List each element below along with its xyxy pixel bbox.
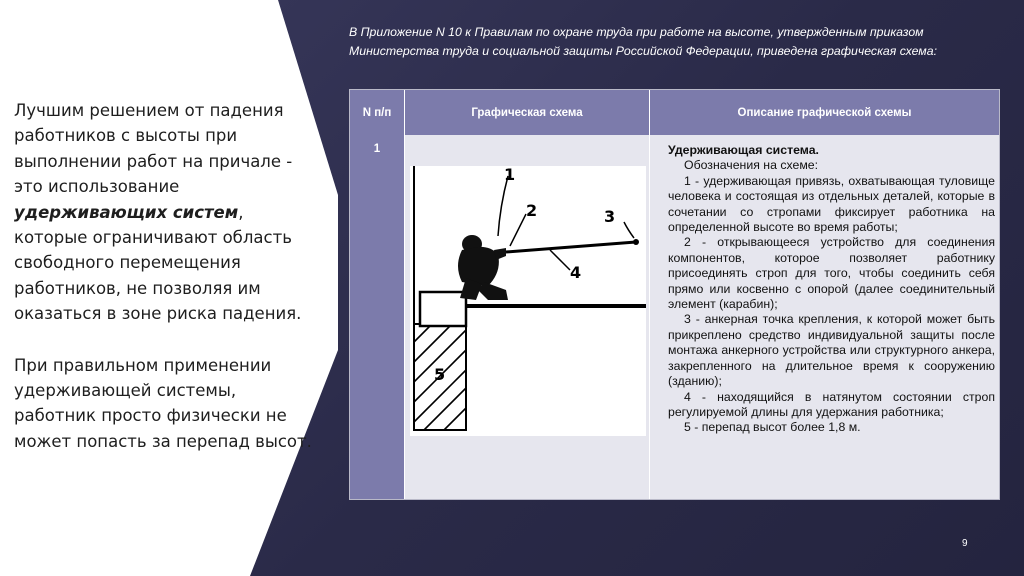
label-4: 4 — [570, 263, 582, 282]
fall-restraint-diagram — [410, 166, 646, 436]
label-2: 2 — [526, 201, 538, 220]
label-3: 3 — [604, 207, 616, 226]
description-line: Обозначения на схеме: — [684, 158, 819, 173]
description-line: 4 - находящийся в натянутом состоянии строп регулируемой длины для удержания работника; — [668, 389, 995, 419]
edge-block — [420, 292, 466, 326]
anchor-point — [633, 239, 639, 245]
page-number: 9 — [962, 538, 968, 549]
description-line: 5 - перепад высот более 1,8 м. — [684, 420, 861, 435]
description-cell — [650, 135, 999, 499]
left-paragraph-1: Лучшим решением от падения работников с высоты при выполнении работ на причале - это использование удерживающих систем, которые ограничивают область свободного перемещения работников, не позволяя им оказаться в зоне риска падения. — [14, 101, 302, 324]
left-paragraph-2: При правильном применении удерживающей системы, работник просто физически не может попасть за перепад высот. — [14, 355, 312, 451]
left-text-block — [14, 98, 314, 454]
label-5: 5 — [434, 365, 446, 384]
header-scheme: Графическая схема — [405, 90, 650, 135]
scheme-table — [349, 89, 1000, 500]
description-line: 1 - удерживающая привязь, охватывающая туловище человека и состоящая из отдельных деталей, которые в сочетании со стропами фиксирует работника на определенной высоте во время работы; — [668, 173, 995, 235]
emphasis-retention-systems: удерживающих систем — [14, 202, 239, 222]
header-description: Описание графической схемы — [737, 106, 912, 119]
intro-text: В Приложение N 10 к Правилам по охране труда при работе на высоте, утвержденным приказом Министерства труда и социальной защиты Российской Федерации, приведена графическая схема: — [349, 25, 937, 58]
row-number-cell: 1 — [350, 135, 405, 499]
header-number: N п/п — [350, 90, 405, 135]
label-1: 1 — [504, 166, 516, 184]
table-header — [350, 90, 999, 135]
description-line: 2 - открывающееся устройство для соединения компонентов, которое позволяет работнику присоединять строп для того, чтобы соединить себя прямо или косвенно с опорой (далее соединительный элемент (карабин); — [668, 235, 995, 312]
description-title: Удерживающая система. — [668, 143, 819, 157]
description-line: 3 - анкерная точка крепления, к которой может быть прикреплено средство индивидуальной защиты после монтажа анкерного устройства или структурного анкера, закрепленного на длительное время к сооружению (зданию); — [668, 312, 995, 389]
scheme-cell — [405, 135, 650, 499]
